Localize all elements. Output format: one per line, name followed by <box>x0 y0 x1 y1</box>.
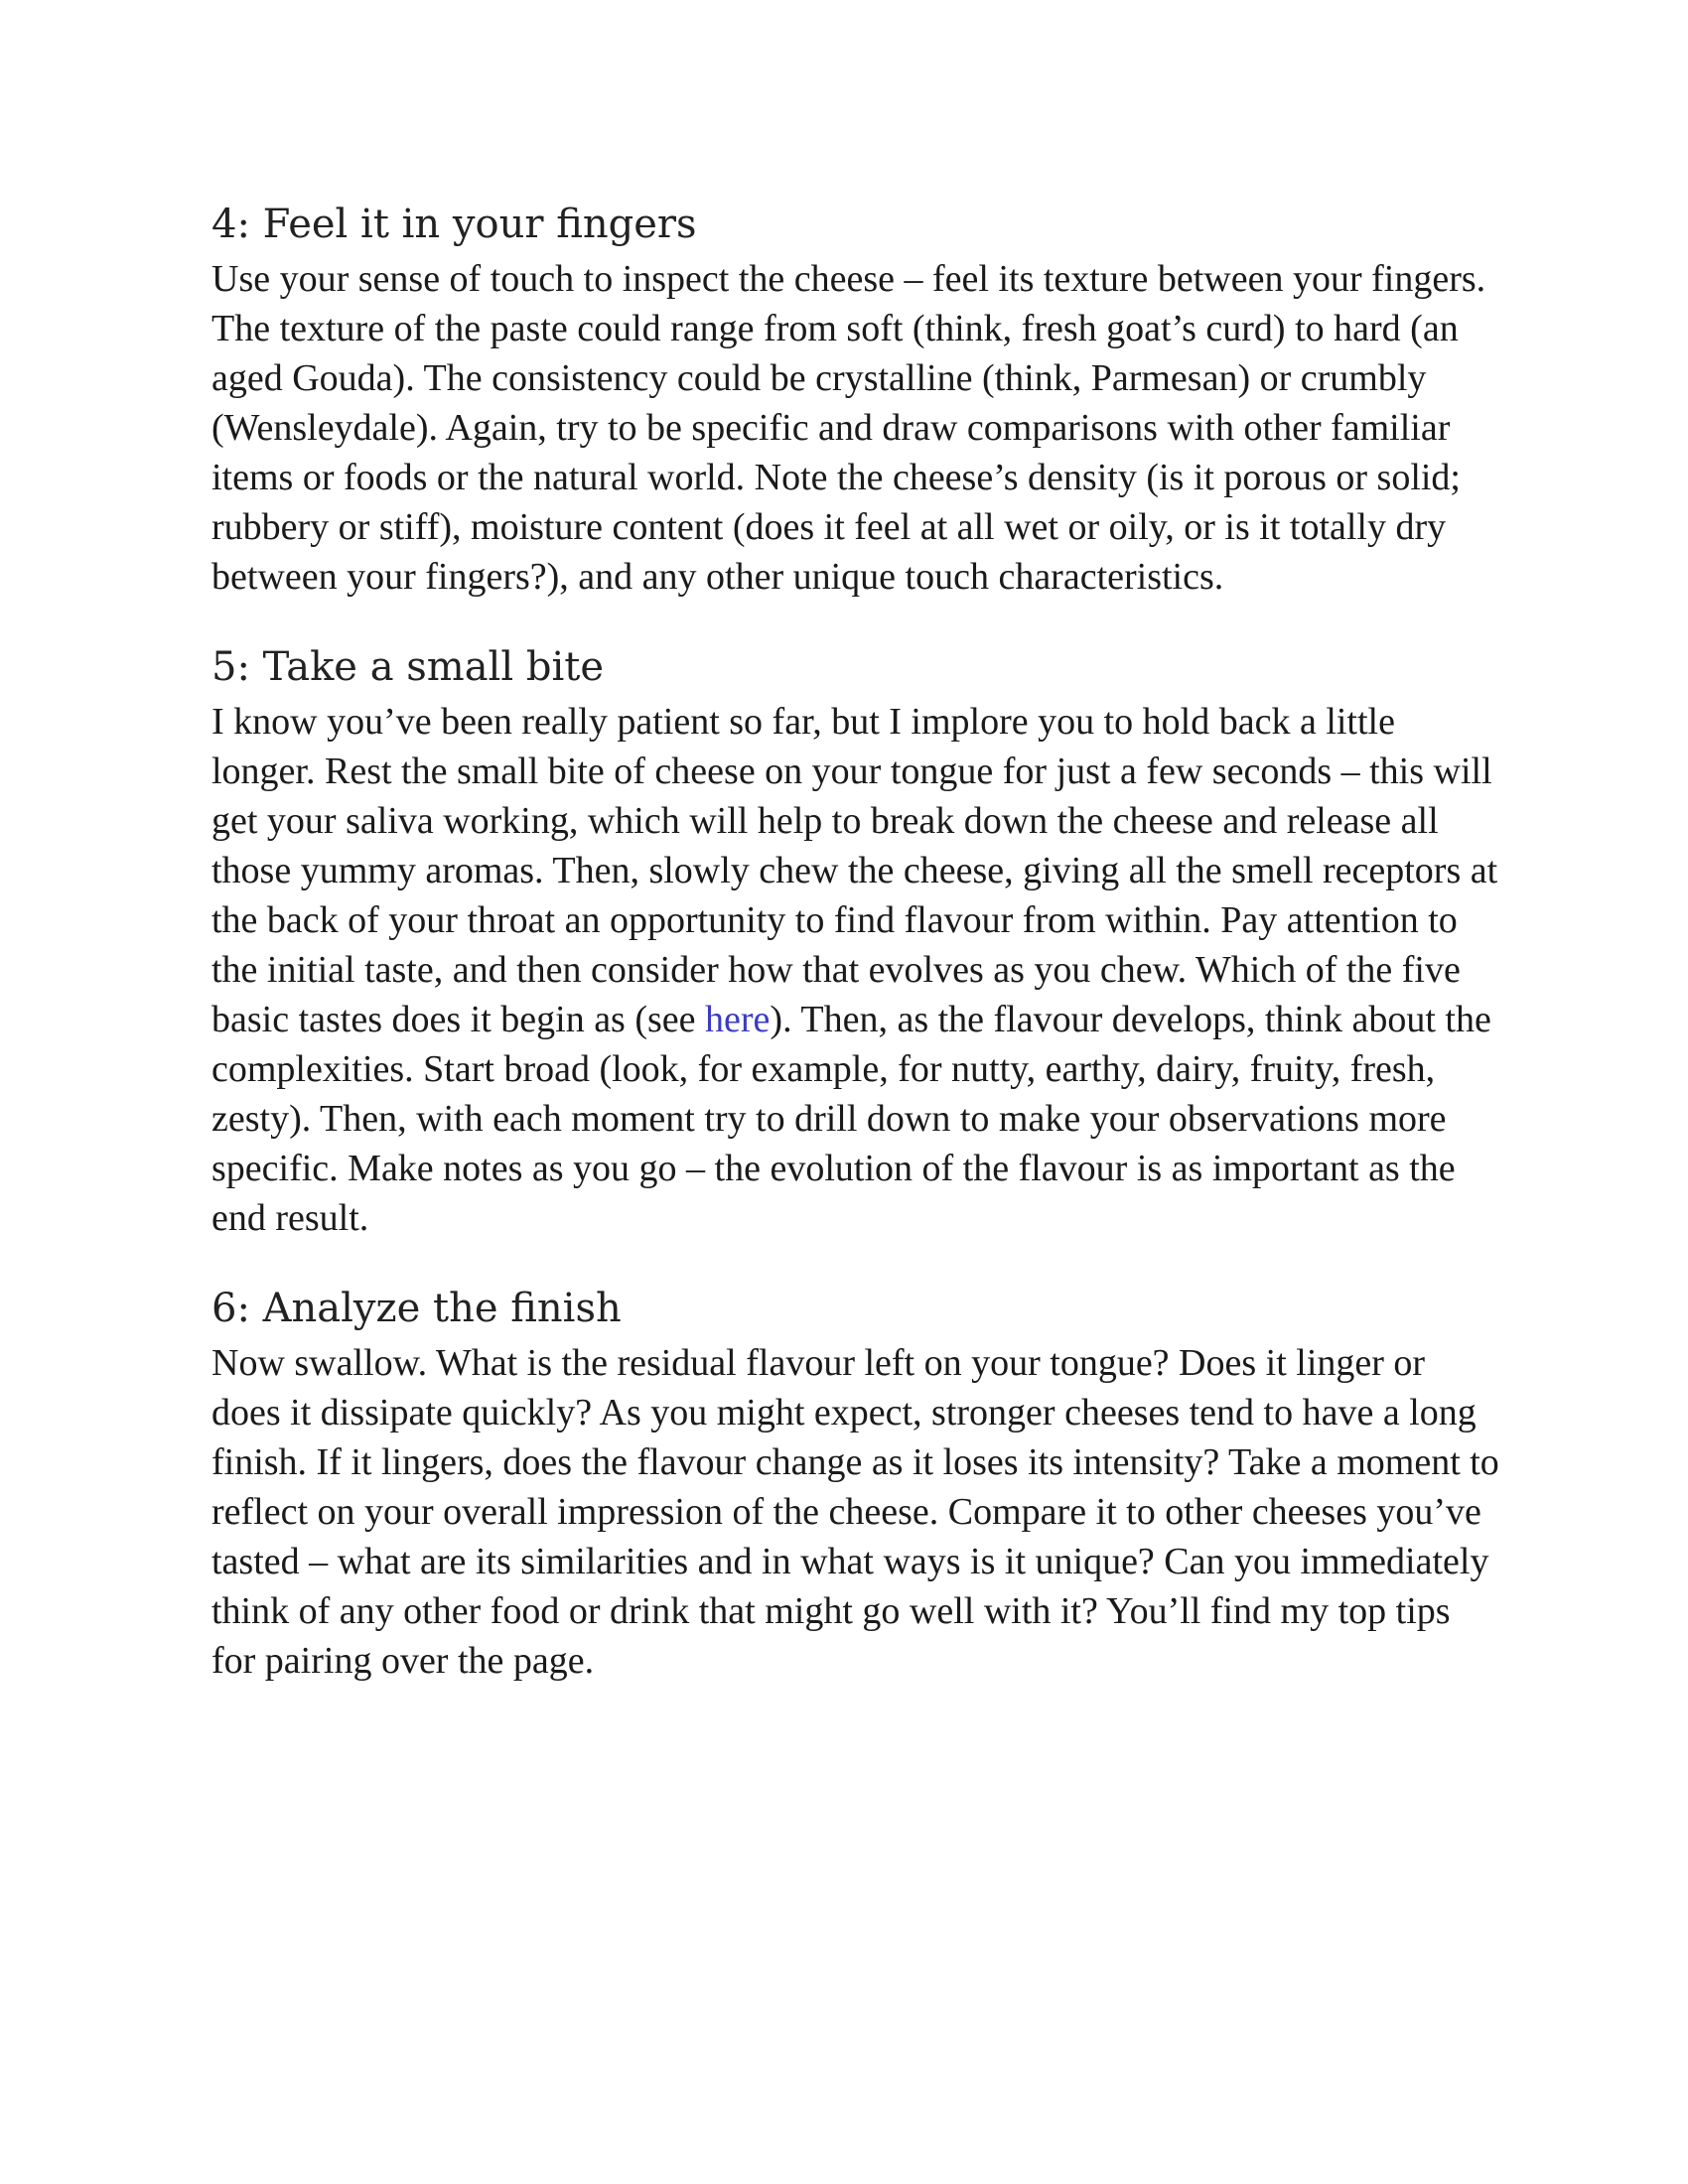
here-link[interactable]: here <box>705 999 771 1040</box>
section-heading: 4: Feel it in your fingers <box>211 202 697 247</box>
section-body: Now swallow. What is the residual flavour left on your tongue? Does it linger or does it dissipate quickly? As you might expect, stronger cheeses tend to have a long finish. If it lingers, does the flavour change as it loses its intensity? Take a moment to reflect on your overall impression of the cheese. Compare it to other cheeses you’ve tasted – what are its similarities and in what ways is it unique? Can you immediately think of any other food or drink that might go well with it? You’ll find my top tips for pairing over the page. <box>211 1342 1499 1682</box>
section-feel-it-in-your-fingers <box>211 195 1502 602</box>
document-page <box>211 195 1502 1721</box>
section-heading: 6: Analyze the finish <box>211 1286 622 1331</box>
section-heading: 5: Take a small bite <box>211 644 604 690</box>
section-body <box>211 697 1502 1243</box>
body-text-after-link: ). Then, as the flavour develops, think about the complexities. Start broad (look, for example, for nutty, earthy, dairy, fruity, fresh, zesty). Then, with each moment try to drill down to make your observations more specific. Make notes as you go – the evolution of the flavour is as important as the end result. <box>211 999 1491 1239</box>
section-analyze-the-finish <box>211 1279 1502 1686</box>
section-take-a-small-bite <box>211 637 1502 1243</box>
body-text-before-link: I know you’ve been really patient so far, but I implore you to hold back a little longer. Rest the small bite of cheese on your tongue for just a few seconds – this will get your saliva working, which will help to break down the cheese and release all those yummy aromas. Then, slowly chew the cheese, giving all the smell receptors at the back of your throat an opportunity to find flavour from within. Pay attention to the initial taste, and then consider how that evolves as you chew. Which of the five basic tastes does it begin as (see <box>211 701 1498 1040</box>
section-body: Use your sense of touch to inspect the cheese – feel its texture between your fingers. The texture of the paste could range from soft (think, fresh goat’s curd) to hard (an aged Gouda). The consistency could be crystalline (think, Parmesan) or crumbly (Wensleydale). Again, try to be specific and draw comparisons with other familiar items or foods or the natural world. Note the cheese’s density (is it porous or solid; rubbery or stiff), moisture content (does it feel at all wet or oily, or is it totally dry between your fingers?), and any other unique touch characteristics. <box>211 258 1486 598</box>
